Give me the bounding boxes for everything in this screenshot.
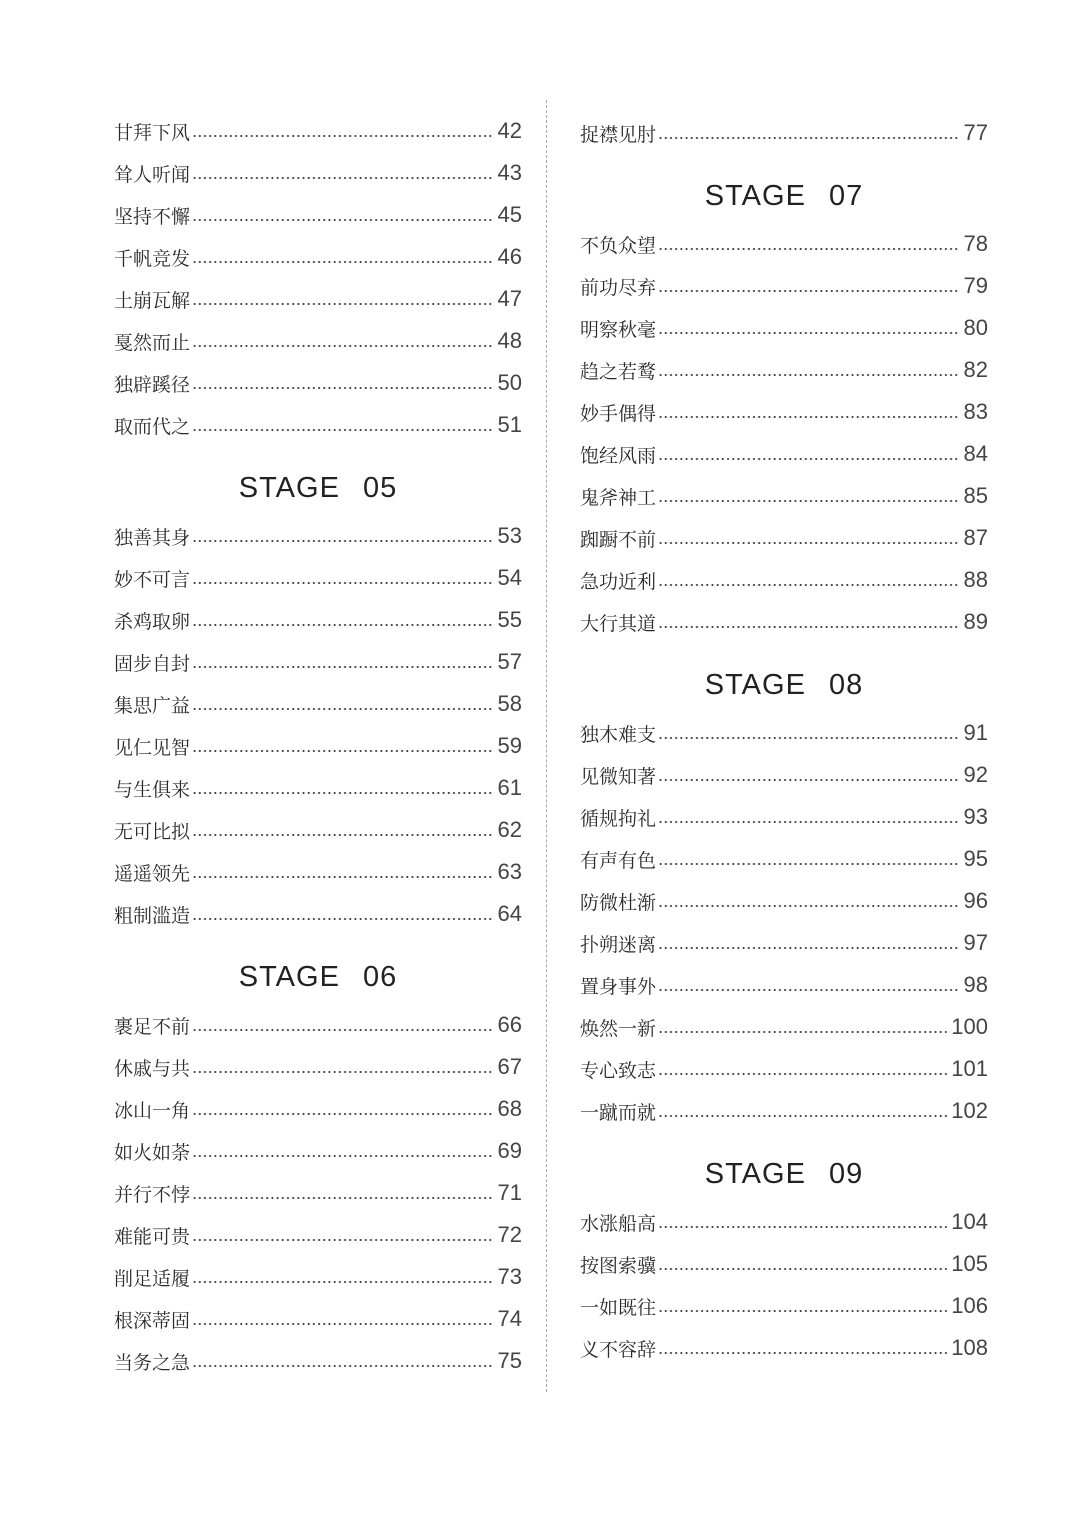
entry-page-number: 54: [497, 565, 522, 590]
entry-page-number: 82: [963, 357, 988, 382]
entry-title: 一蹴而就: [580, 1101, 657, 1124]
toc-entry[interactable]: [580, 307, 988, 349]
entry-title: 见微知著: [580, 765, 657, 788]
entry-title: 大行其道: [580, 612, 657, 635]
entry-page-number: 96: [963, 888, 988, 913]
entry-title: 明察秋毫: [580, 318, 657, 341]
toc-entry[interactable]: [114, 515, 522, 557]
toc-entry[interactable]: [580, 1006, 988, 1048]
entry-page-number: 92: [963, 762, 988, 787]
entry-title: 妙不可言: [114, 568, 191, 591]
entry-page-number: 79: [963, 273, 988, 298]
entry-title: 饱经风雨: [580, 444, 657, 467]
entry-page-number: 73: [497, 1264, 522, 1289]
dot-leader: [192, 834, 494, 836]
entry-title: 急功近利: [580, 570, 657, 593]
dot-leader: [658, 1352, 947, 1354]
entry-page-number: 53: [497, 523, 522, 548]
section-heading-text: STAGE 09: [704, 1158, 864, 1190]
toc-entry[interactable]: [114, 152, 522, 194]
entry-title: 妙手偶得: [580, 402, 657, 425]
dot-leader: [658, 1031, 947, 1033]
entry-title: 义不容辞: [580, 1338, 657, 1361]
toc-entry[interactable]: [114, 1340, 522, 1382]
toc-entry[interactable]: [114, 641, 522, 683]
entry-title: 甘拜下风: [114, 121, 191, 144]
entry-page-number: 97: [963, 930, 988, 955]
entry-page-number: 88: [963, 567, 988, 592]
toc-entry[interactable]: [580, 1201, 988, 1243]
column-divider: [546, 100, 547, 1392]
section-heading: [580, 154, 988, 223]
toc-entry[interactable]: [580, 391, 988, 433]
entry-title: 扑朔迷离: [580, 933, 657, 956]
entry-title: 杀鸡取卵: [114, 610, 191, 633]
entry-page-number: 104: [951, 1209, 988, 1234]
dot-leader: [192, 1197, 494, 1199]
dot-leader: [192, 1323, 494, 1325]
entry-page-number: 93: [963, 804, 988, 829]
toc-entry[interactable]: [580, 559, 988, 601]
dot-leader: [658, 1310, 947, 1312]
entry-page-number: 69: [497, 1138, 522, 1163]
entry-title: 专心致志: [580, 1059, 657, 1082]
entry-title: 难能可贵: [114, 1225, 191, 1248]
entry-page-number: 78: [963, 231, 988, 256]
entry-page-number: 85: [963, 483, 988, 508]
toc-entry[interactable]: [114, 725, 522, 767]
toc-entry[interactable]: [580, 475, 988, 517]
entry-title: 如火如荼: [114, 1141, 191, 1164]
dot-leader: [658, 1073, 947, 1075]
toc-entry[interactable]: [580, 517, 988, 559]
toc-entry[interactable]: [114, 893, 522, 935]
toc-entry[interactable]: [580, 754, 988, 796]
entry-page-number: 59: [497, 733, 522, 758]
dot-leader: [192, 345, 494, 347]
toc-entry[interactable]: [114, 1298, 522, 1340]
dot-leader: [658, 1268, 947, 1270]
toc-entry[interactable]: [114, 1256, 522, 1298]
toc-entry[interactable]: [114, 1004, 522, 1046]
entry-page-number: 48: [497, 328, 522, 353]
dot-leader: [658, 821, 960, 823]
entry-title: 休戚与共: [114, 1057, 191, 1080]
entry-page-number: 106: [951, 1293, 988, 1318]
entry-title: 与生俱来: [114, 778, 191, 801]
dot-leader: [658, 779, 960, 781]
entry-page-number: 64: [497, 901, 522, 926]
toc-entry[interactable]: [580, 265, 988, 307]
entry-title: 无可比拟: [114, 820, 191, 843]
section-heading-text: STAGE 05: [238, 472, 398, 504]
entry-title: 独辟蹊径: [114, 373, 191, 396]
dot-leader: [192, 1155, 494, 1157]
dot-leader: [192, 918, 494, 920]
dot-leader: [658, 332, 960, 334]
entry-title: 按图索骥: [580, 1254, 657, 1277]
dot-leader: [192, 177, 494, 179]
toc-entry[interactable]: [580, 601, 988, 643]
toc-entry[interactable]: [114, 767, 522, 809]
dot-leader: [658, 290, 960, 292]
dot-leader: [658, 137, 960, 139]
dot-leader: [658, 626, 960, 628]
entry-page-number: 105: [951, 1251, 988, 1276]
entry-page-number: 47: [497, 286, 522, 311]
entry-page-number: 43: [497, 160, 522, 185]
dot-leader: [192, 1029, 494, 1031]
toc-entry[interactable]: [580, 712, 988, 754]
entry-title: 一如既往: [580, 1296, 657, 1319]
toc-column-left: [114, 110, 522, 1382]
entry-title: 有声有色: [580, 849, 657, 872]
toc-entry[interactable]: [114, 1046, 522, 1088]
entry-page-number: 63: [497, 859, 522, 884]
dot-leader: [192, 429, 494, 431]
dot-leader: [192, 261, 494, 263]
entry-page-number: 58: [497, 691, 522, 716]
entry-page-number: 83: [963, 399, 988, 424]
entry-page-number: 100: [951, 1014, 988, 1039]
entry-title: 焕然一新: [580, 1017, 657, 1040]
dot-leader: [192, 1365, 494, 1367]
toc-entry[interactable]: [580, 880, 988, 922]
toc-entry[interactable]: [114, 809, 522, 851]
entry-title: 粗制滥造: [114, 904, 191, 927]
entry-page-number: 45: [497, 202, 522, 227]
entry-page-number: 57: [497, 649, 522, 674]
entry-title: 置身事外: [580, 975, 657, 998]
toc-entry[interactable]: [114, 1172, 522, 1214]
toc-entry[interactable]: [114, 683, 522, 725]
dot-leader: [192, 582, 494, 584]
entry-title: 遥遥领先: [114, 862, 191, 885]
toc-entry[interactable]: [580, 922, 988, 964]
entry-page-number: 50: [497, 370, 522, 395]
dot-leader: [658, 1226, 947, 1228]
dot-leader: [192, 540, 494, 542]
entry-page-number: 77: [963, 120, 988, 145]
toc-entry[interactable]: [580, 1048, 988, 1090]
toc-entry[interactable]: [114, 1214, 522, 1256]
dot-leader: [192, 219, 494, 221]
toc-entry[interactable]: [114, 362, 522, 404]
toc-entry[interactable]: [114, 278, 522, 320]
entry-title: 趋之若鹜: [580, 360, 657, 383]
dot-leader: [192, 750, 494, 752]
entry-page-number: 108: [951, 1335, 988, 1360]
entry-title: 捉襟见肘: [580, 123, 657, 146]
entry-page-number: 89: [963, 609, 988, 634]
entry-page-number: 101: [951, 1056, 988, 1081]
dot-leader: [192, 1281, 494, 1283]
entry-title: 千帆竞发: [114, 247, 191, 270]
toc-entry[interactable]: [114, 236, 522, 278]
entry-title: 防微杜渐: [580, 891, 657, 914]
toc-column-right: [580, 112, 988, 1369]
toc-entry[interactable]: [580, 796, 988, 838]
dot-leader: [658, 458, 960, 460]
entry-title: 踟蹰不前: [580, 528, 657, 551]
dot-leader: [658, 737, 960, 739]
entry-title: 前功尽弃: [580, 276, 657, 299]
entry-page-number: 46: [497, 244, 522, 269]
dot-leader: [192, 135, 494, 137]
entry-title: 独善其身: [114, 526, 191, 549]
entry-page-number: 72: [497, 1222, 522, 1247]
toc-entry[interactable]: [114, 194, 522, 236]
dot-leader: [658, 863, 960, 865]
entry-title: 鬼斧神工: [580, 486, 657, 509]
toc-entry[interactable]: [114, 110, 522, 152]
dot-leader: [658, 374, 960, 376]
toc-entry[interactable]: [114, 1130, 522, 1172]
entry-title: 不负众望: [580, 234, 657, 257]
dot-leader: [192, 708, 494, 710]
dot-leader: [658, 1115, 947, 1117]
entry-page-number: 102: [951, 1098, 988, 1123]
entry-page-number: 66: [497, 1012, 522, 1037]
dot-leader: [192, 1239, 494, 1241]
dot-leader: [192, 303, 494, 305]
dot-leader: [192, 1113, 494, 1115]
toc-entry[interactable]: [580, 433, 988, 475]
entry-page-number: 61: [497, 775, 522, 800]
entry-page-number: 98: [963, 972, 988, 997]
dot-leader: [192, 792, 494, 794]
dot-leader: [658, 248, 960, 250]
toc-entry[interactable]: [580, 223, 988, 265]
section-heading: [580, 1132, 988, 1201]
dot-leader: [658, 947, 960, 949]
toc-entry[interactable]: [580, 1285, 988, 1327]
entry-title: 裹足不前: [114, 1015, 191, 1038]
section-heading-text: STAGE 06: [238, 961, 398, 993]
entry-page-number: 75: [497, 1348, 522, 1373]
entry-page-number: 62: [497, 817, 522, 842]
entry-page-number: 68: [497, 1096, 522, 1121]
dot-leader: [658, 542, 960, 544]
section-heading-text: STAGE 08: [704, 669, 864, 701]
entry-title: 耸人听闻: [114, 163, 191, 186]
dot-leader: [192, 666, 494, 668]
entry-title: 集思广益: [114, 694, 191, 717]
dot-leader: [192, 624, 494, 626]
entry-title: 土崩瓦解: [114, 289, 191, 312]
entry-page-number: 51: [497, 412, 522, 437]
toc-entry[interactable]: [580, 1090, 988, 1132]
toc-entry[interactable]: [114, 1088, 522, 1130]
entry-page-number: 95: [963, 846, 988, 871]
entry-page-number: 42: [497, 118, 522, 143]
entry-title: 见仁见智: [114, 736, 191, 759]
toc-entry[interactable]: [114, 557, 522, 599]
entry-page-number: 67: [497, 1054, 522, 1079]
entry-page-number: 91: [963, 720, 988, 745]
entry-page-number: 80: [963, 315, 988, 340]
entry-title: 并行不悖: [114, 1183, 191, 1206]
entry-page-number: 71: [497, 1180, 522, 1205]
entry-title: 戛然而止: [114, 331, 191, 354]
toc-entry[interactable]: [114, 320, 522, 362]
toc-entry[interactable]: [580, 1327, 988, 1369]
entry-title: 冰山一角: [114, 1099, 191, 1122]
dot-leader: [658, 416, 960, 418]
dot-leader: [658, 905, 960, 907]
dot-leader: [192, 387, 494, 389]
section-heading: [580, 643, 988, 712]
entry-title: 水涨船高: [580, 1212, 657, 1235]
dot-leader: [192, 876, 494, 878]
toc-entry[interactable]: [580, 1243, 988, 1285]
toc-entry[interactable]: [580, 349, 988, 391]
section-heading: [114, 446, 522, 515]
entry-page-number: 74: [497, 1306, 522, 1331]
toc-entry[interactable]: [580, 838, 988, 880]
toc-entry[interactable]: [114, 851, 522, 893]
entry-title: 根深蒂固: [114, 1309, 191, 1332]
entry-title: 循规拘礼: [580, 807, 657, 830]
entry-page-number: 84: [963, 441, 988, 466]
entry-title: 削足适履: [114, 1267, 191, 1290]
entry-page-number: 87: [963, 525, 988, 550]
entry-title: 独木难支: [580, 723, 657, 746]
dot-leader: [658, 584, 960, 586]
entry-title: 取而代之: [114, 415, 191, 438]
section-heading: [114, 935, 522, 1004]
toc-entry[interactable]: [580, 964, 988, 1006]
toc-entry[interactable]: [580, 112, 988, 154]
dot-leader: [658, 500, 960, 502]
dot-leader: [192, 1071, 494, 1073]
section-heading-text: STAGE 07: [704, 180, 864, 212]
toc-entry[interactable]: [114, 599, 522, 641]
toc-entry[interactable]: [114, 404, 522, 446]
entry-title: 坚持不懈: [114, 205, 191, 228]
entry-page-number: 55: [497, 607, 522, 632]
entry-title: 固步自封: [114, 652, 191, 675]
dot-leader: [658, 989, 960, 991]
entry-title: 当务之急: [114, 1351, 191, 1374]
